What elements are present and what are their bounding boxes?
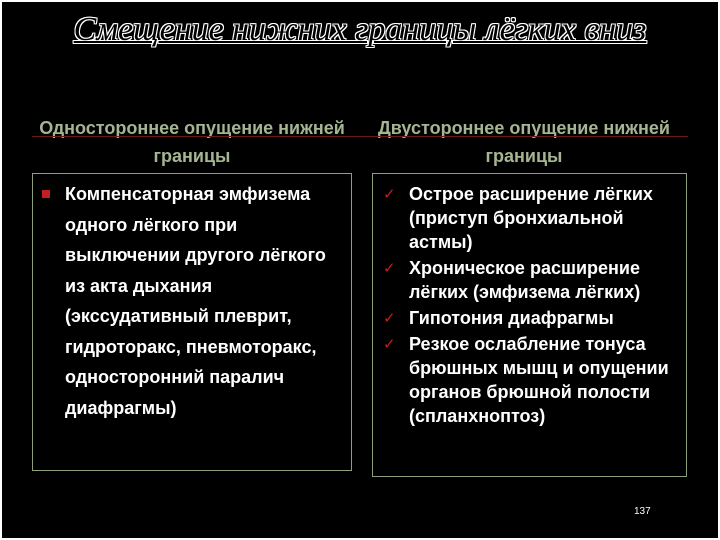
- right-item-text: Резкое ослабление тонуса брюшных мышц и опущении органов брюшной полости (спланхноптоз): [409, 334, 669, 426]
- right-content-box: [372, 173, 687, 477]
- slide-title: Смещение нижних границы лёгких вниз: [73, 11, 647, 48]
- square-bullet-icon: [42, 190, 50, 198]
- right-item-text: Гипотония диафрагмы: [409, 308, 614, 328]
- page-number: 137: [634, 506, 651, 517]
- checkmark-icon: ✓: [383, 259, 396, 277]
- list-item: [383, 256, 679, 304]
- list-item: [65, 179, 345, 423]
- list-item: [383, 306, 679, 330]
- right-item-text: Острое расширение лёгких (приступ бронхиальной астмы): [409, 184, 653, 252]
- right-item-text: Хроническое расширение лёгких (эмфизема лёгких): [409, 258, 641, 302]
- right-list: [383, 182, 679, 430]
- slide: [2, 2, 718, 538]
- list-item: [383, 332, 679, 428]
- left-item-text: Компенсаторная эмфизема одного лёгкого при выключении другого лёгкого из акта дыхания (экссудативный плеврит, гидроторакс, пневмоторакс, односторонний паралич диафрагмы): [65, 184, 326, 418]
- left-content-box: [32, 173, 352, 471]
- list-item: [383, 182, 679, 254]
- checkmark-icon: ✓: [383, 309, 396, 327]
- heading-divider: [32, 136, 688, 137]
- checkmark-icon: ✓: [383, 335, 396, 353]
- right-column-heading: Двустороннее опущение нижней границы: [377, 118, 671, 166]
- left-column-heading: Одностороннее опущение нижней границы: [39, 118, 345, 166]
- checkmark-icon: ✓: [383, 185, 396, 203]
